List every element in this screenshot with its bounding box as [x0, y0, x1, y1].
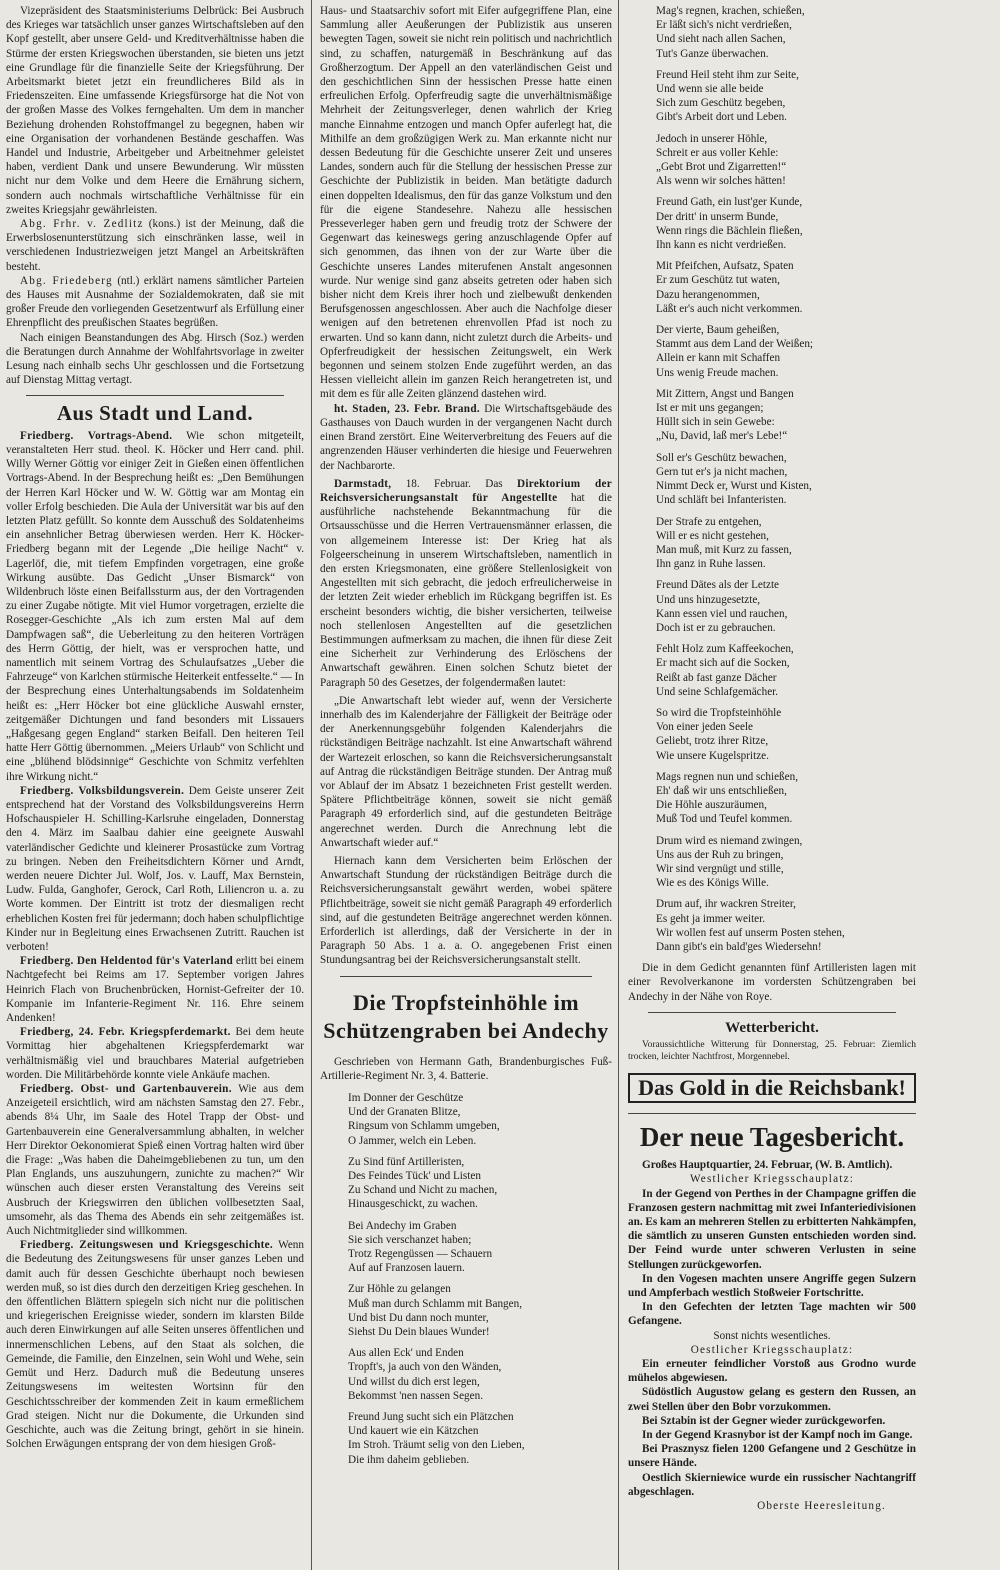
report-paragraph: In den Vogesen machten unsere Angriffe gegen Sulzern und Ampferbach westlich Stoßweier Fortschritte.	[628, 1272, 916, 1300]
report-paragraph: Bei Prasznysz fielen 1200 Gefangene und 2 Geschütze in unsere Hände.	[628, 1443, 916, 1470]
article-lead: Darmstadt,	[334, 477, 392, 490]
poem-stanza: Der vierte, Baum geheißen, Stammt aus dem Land der Weißen; Allein er kann mit Schaffen Uns wenig Freude machen.	[656, 324, 814, 379]
poem-stanza: Drum wird es niemand zwingen, Uns aus der Ruh zu bringen, Wir sind vergnügt und stille, Wie es des Königs Wille.	[656, 834, 803, 890]
divider	[628, 1113, 916, 1114]
poem-stanza: Freund Dätes als der Letzte Und uns hinzugesetzte, Kann essen viel und rauchen, Doch ist er zu gebrauchen.	[656, 579, 788, 634]
article-lead: Direktorium der Reichsversicherungsanstalt für Angestellte	[320, 477, 612, 504]
paragraph: Nach einigen Beanstandungen des Abg. Hirsch (Soz.) werden die Beratungen durch Annahme der Wohlfahrtsvorlage in zweiter Lesung nach einhalb sechs Uhr geschlossen und die Fortsetzung auf Dienstag Mittag vertagt.	[6, 331, 304, 387]
column-2	[320, 4, 612, 1564]
article	[320, 402, 612, 473]
article	[6, 1082, 304, 1238]
report-paragraph: Südöstlich Augustow gelang es gestern den Russen, an zwei Stellen über den Bobr vorzukommen.	[628, 1386, 916, 1413]
article	[6, 429, 304, 784]
article-lead: Friedberg. Den Heldentod für's Vaterland	[20, 955, 234, 968]
article-text: erlitt bei einem Nachtgefecht bei Reims am 17. September vorigen Jahres Heinrich Flach von Bruchenbrücken, Hornist-Gefreiter der 10. Kompanie im Infanterie-Regiment Nr. 116. Ehre seinem Andenken!	[6, 955, 304, 1025]
poem-stanza: Soll er's Geschütz bewachen, Gern tut er's ja nicht machen, Nimmt Deck er, Wurst und Kisten, Und schläft bei Infanteristen.	[656, 451, 812, 507]
poem-stanza: Mit Zittern, Angst und Bangen Ist er mit uns gegangen; Hüllt sich in sein Gewebe: „Nu, David, laß mer's Lebe!“	[656, 387, 794, 443]
article-lead: Friedberg. Vortrags-Abend.	[20, 429, 173, 442]
report-paragraph: In den Gefechten der letzten Tage machten wir 500 Gefangene.	[628, 1301, 916, 1328]
paragraph: Hiernach kann dem Versicherten beim Erlöschen der Anwartschaft Stundung der rückständigen Beiträge durch die Reichsversicherungsanstalt gewährt werden, wobei spätere Pflichtbeiträge, soweit sie nicht gemäß Paragraph 49 erforderlich sind, auf die gestundeten Beiträge angerechnet werden können. Erforderlich ist allerdings, daß der Versicherte in der in Paragraph 50 Abs. 1 a. a. O. angegebenen Frist einen Stundungsantrag bei der Reichsversicherungsanstalt stellt.	[320, 854, 612, 967]
column-1	[6, 4, 304, 1564]
article-lead: Friedberg. Zeitungswesen und Kriegsgeschichte.	[20, 1239, 274, 1252]
article	[6, 784, 304, 954]
poem-title: Die Tropfsteinhöhle im Schützengraben bei Andechy	[323, 989, 609, 1043]
poem-stanza: Jedoch in unserer Höhle, Schreit er aus voller Kehle: „Gebt Brot und Zigarretten!“ Als wenn wir solches hätten!	[656, 132, 787, 188]
column-divider	[618, 0, 619, 1570]
article-lead: Friedberg. Obst- und Gartenbauverein.	[20, 1083, 232, 1096]
poem-byline: Geschrieben von Hermann Gath, Brandenburgisches Fuß-Artillerie-Regiment Nr. 3, 4. Batterie.	[320, 1055, 612, 1082]
divider	[648, 1012, 896, 1013]
poem-stanza: Zur Höhle zu gelangen Muß man durch Schlamm mit Bangen, Und bist Du dann noch munter, Siehst Du Dein blaues Wunder!	[348, 1283, 523, 1339]
front-heading-east: Oestlicher Kriegsschauplatz:	[690, 1343, 854, 1356]
article-lead: Friedberg. Volksbildungsverein.	[20, 784, 185, 797]
poem-stanza: Freund Gath, ein lust'ger Kunde, Der dritt' in unserm Bunde, Wenn rings die Bächlein fließen, Ihn kann es nicht verdrießen.	[656, 196, 803, 252]
report-paragraph: In der Gegend Krasnybor ist der Kampf noch im Gange.	[642, 1429, 913, 1442]
report-heading: Der neue Tagesbericht.	[639, 1122, 905, 1153]
article	[320, 477, 612, 690]
paragraph-text: (kons.) ist der Meinung, daß die Erwerbslosenunterstützung sich einschränken lasse, weil in verschiedenen Industriezweigen jetzt Mangel an Arbeitskräften besteht.	[6, 218, 304, 273]
article-text: Dem Geiste unserer Zeit entsprechend hat der Vorstand des Volksbildungsvereins Herrn Hofschauspieler H. Schilling-Karlsruhe eingeladen, Donnerstag den 4. März im Saalbau dahier eine geeignete Auswahl vaterländischer Gedichte und kleinerer Prosastücke zum Vortrag zu bringen. Neben den Freiheitsdichtern Körner und Arndt, werden neuere Dichter Jul. Wolf, Jos. v. Lauff, Max Bernstein, Ludw. Fulda, Ganghofer, Gerock, Carl Roth, Liliencron u. a. zu Worte kommen. Der Eintritt ist trotz der diesmaligen recht erheblichen Kosten frei für jedermann; doch haben schulpflichtige Kinder nur in Begleitung eines Erwachsenen Zutritt. Rauchen ist verboten!	[6, 784, 304, 953]
divider	[340, 976, 592, 977]
report-dateline: Großes Hauptquartier, 24. Februar, (W. B. Amtlich).	[642, 1159, 893, 1172]
article-text: Die Wirtschaftsgebäude des Gasthauses von Dauch wurden in der vergangenen Nacht durch einen Brand zerstört. Eine Weiterverbreitung des Feuers auf die angrenzenden Häuser verhinderten die hiesige und Feuerwehren der Nachbarorte.	[320, 402, 612, 472]
poem-stanza: Mit Pfeifchen, Aufsatz, Spaten Er zum Geschütz tut waten, Dazu herangenommen, Läßt er's auch nicht verkommen.	[656, 260, 803, 315]
column-divider	[311, 0, 312, 1570]
article-text: 18. Februar. Das	[391, 477, 517, 490]
article-text: Bei dem heute Vormittag hier abgehaltenen Kriegspferdemarkt war verhältnismäßig viel und brauchbares Material aufgetrieben worden. Die Militärbehörde konnte viele Ankäufe machen.	[6, 1026, 304, 1081]
poem-stanza: Drum auf, ihr wackren Streiter, Es geht ja immer weiter. Wir wollen fest auf unserm Posten stehen, Dann gibt's ein bald'ges Wiedersehn!	[656, 898, 845, 953]
column-3	[628, 4, 916, 1564]
speaker-name: Abg. Friedeberg	[20, 274, 113, 287]
poem-stanza: Freund Jung sucht sich ein Plätzchen Und kauert wie ein Kätzchen Im Stroh. Träumt selig von den Lieben, Die ihm daheim geblieben.	[348, 1411, 525, 1466]
article-text: Wie aus dem Anzeigeteil ersichtlich, wird am nächsten Samstag den 27. Febr., abends 8¼ Uhr, im Saale des Hotel Trapp der Obst- und Gartenbauverein eine Generalversammlung abhalten, in welcher Herr Direktor Oekonomierat Spieß einen Vortrag halten wird über die Frage: „Was haben die Daheimgebliebenen zu tun, um den Plan Englands, uns auszuhungern, zunichte zu machen?“ Wir wünschen auch dieser ersten Veranstaltung des Vereins seit Ausbruch der Kriegswirren den üblichen vollbesetzten Saal, umsomehr, als das Thema des Abends ein sehr zeitgemäßes ist. Auch Nichtmitglieder sind willkommen.	[6, 1083, 304, 1238]
paragraph-text: (ntl.) erklärt namens sämtlicher Parteien des Hauses mit Ausnahme der Sozialdemokraten, daß sie mit großer Freude den vorliegenden Gesetzentwurf als Erfüllung einer Ehrenpflicht des preußischen Staates begrüßen.	[6, 274, 304, 330]
report-paragraph: Sonst nichts wesentliches.	[713, 1329, 831, 1342]
report-paragraph: Oestlich Skierniewice wurde ein russischer Nachtangriff abgeschlagen.	[628, 1471, 916, 1498]
article	[6, 1238, 304, 1451]
poem-stanza: So wird die Tropfsteinhöhle Von einer jeden Seele Geliebt, trotz ihrer Ritze, Wie unsere Kugelspritze.	[656, 706, 782, 762]
article	[6, 954, 304, 1025]
report-paragraph: In der Gegend von Perthes in der Champagne griffen die Franzosen gestern nachmittag mit zwei Infanteriedivisionen an. Es kam an mehreren Stellen zu erbitterten Nahkämpfen, die sämtlich zu unseren Gunsten entschieden worden sind. Der Feind wurde unter schweren Verlusten in seine Stellungen zurückgeworfen.	[628, 1187, 916, 1271]
paragraph	[6, 274, 304, 331]
divider	[26, 395, 284, 396]
gold-reichsbank-banner: Das Gold in die Reichsbank!	[628, 1073, 916, 1103]
report-paragraph: Ein erneuter feindlicher Vorstoß aus Grodno wurde mühelos abgewiesen.	[628, 1358, 916, 1385]
poem-stanza: Bei Andechy im Graben Sie sich verschanzet haben; Trotz Regengüssen — Schauern Auf auf Franzosen lauern.	[348, 1219, 493, 1275]
report-signature: Oberste Heeresleitung.	[757, 1500, 886, 1513]
poem-stanza: Der Strafe zu entgehen, Will er es nicht gestehen, Man muß, mit Kurz zu fassen, Ihn ganz in Ruhe lassen.	[656, 515, 792, 571]
poem-stanza: Aus allen Eck' und Enden Tropft's, ja auch von den Wänden, Und willst du dich erst legen, Bekommst 'nen nassen Segen.	[348, 1347, 502, 1402]
front-heading-west: Westlicher Kriegsschauplatz:	[689, 1173, 855, 1186]
article-text: Wenn die Bedeutung des Zeitungswesens für unser ganzes Leben und damit auch für dessen Geschichte überhaupt noch bewiesen werden muß, so ist dies durch den derzeitigen Krieg geschehen. In den öffentlichen Blättern spiegeln sich nicht nur die politischen und kriegerischen Ereignisse wieder, sondern im klarsten Bilde auch deren Einwirkungen auf alle Seiten unseres öffentlichen und innermenschlichen Lebens, auf den Staat als solchen, die Gemeinde, die Familie, den Einzelnen, sein Wohl und Wehe, sein Gemüt und Herz. Dadurch muß die Bedeutung unseres Zeitungswesens im weitesten Wortsinn für den Geschichtsschreiber der kommenden Zeit in kaum ermeßlichem Grad steigen. Nicht nur die Dokumente, die Urkunden sind Geschichte, auch was die Zeitung bringt, gehört in sie hinein. Solchen Erwägungen entsprang der von dem hiesigen Groß-	[6, 1239, 304, 1451]
article-text: hat die ausführliche nachstehende Bekanntmachung für die Ortsausschüsse und die Herren Vertrauensmänner erlassen, die von allgemeinem Interesse ist: Der Krieg hat als Folgeerscheinung in unserem Wirtschaftsleben, namentlich in den ersten Kriegsmonaten, eine größere Stellenlosigkeit von Angestellten mit sich gebracht, die jedoch erfreulicherweise in der letzten Zeit wieder erheblich im Rückgang begriffen ist. Es erscheint besonders wichtig, die bisher versicherten, teilweise noch stellenlosen Angestellten auf die gesetzlichen Bestimmungen aufmerksam zu machen, die ihnen für diese Zeit eine Sicherheit zur Verhinderung des Erlöschens der Anwartschaft gewähren. Einen solchen Schutz bietet der Paragraph 50 des Gesetzes, der folgendermaßen lautet:	[320, 491, 612, 689]
poem-stanza: Fehlt Holz zum Kaffeekochen, Er macht sich auf die Socken, Reißt ab fast ganze Dächer Und seine Schlafgemächer.	[656, 643, 794, 698]
article	[6, 1025, 304, 1082]
speaker-name: Abg. Frhr. v. Zedlitz	[20, 218, 144, 231]
weather-text: Voraussichtliche Witterung für Donnerstag, 25. Februar: Ziemlich trocken, leichter Nachtfrost, Morgennebel.	[628, 1040, 916, 1062]
paragraph: Haus- und Staatsarchiv sofort mit Eifer aufgegriffene Plan, eine Sammlung aller Aeußerungen der Publizistik aus unseren bewegten Tagen, soweit sie nicht rein politisch und nachrichtlich sind, zu schaffen, naturgemäß in Beschränkung auf das Großherzogtum. Der Appell an den vaterländischen Geist und den geschichtlichen Sinn der hessischen Presse hatte einen erfreulichen Erfolg. Opferfreudig sagte die unverhältnismäßige Mehrheit der Zeitungsverleger, denen wahrlich der Krieg manche Einnahme entzogen und manch Opfer auferlegt hat, die Mithilfe an dem großzügigen Werk zu. Man erkannte nicht nur dessen Bedeutung für die Geschichte unserer Zeit und unseres Landes, sondern auch für die Stellung der hessischen Presse zur Geschichte der Publizistik in beiden. Man betätigte dadurch einen doppelten Idealismus, den für das ganze Volkstum und den für die eigene Standesehre. Nahezu alle hessischen Presseverleger haben gern und freudig trotz der Schwere der Gegenwart das keineswegs gering anzuschlagende Opfer auf sich genommen, das ihnen von der zur Warte über die Geschichte unseres Landes miterufenen Anstalt angesonnen wurde. Nur wenige sind ganz abseits getreten oder haben sich bisher nicht dem Kreis ihrer hoch und zielbewußt denkenden Berufsgenossen angeschlossen. Aber auch die Nachfolge dieser wenigen auf den betretenen ehrenvollen Pfad ist noch zu erwarten. Und so kann dann, nicht zuletzt durch die Arbeits- und Opferfreudigkeit der hessischen Zeitungswelt, ein Werk begonnen und seinem stolzen Ende zugeführt werden, an das Hessen vielleicht allein im ganzen Reich herangetreten ist, und mit dem es für alle Zeiten glänzend dastehen wird.	[320, 5, 612, 401]
article-lead: ht. Staden, 23. Febr. Brand.	[334, 402, 480, 415]
paragraph	[6, 217, 304, 274]
report-paragraph: Bei Sztabin ist der Gegner wieder zurückgeworfen.	[642, 1414, 886, 1427]
poem-stanza: Im Donner der Geschütze Und der Granaten Blitze, Ringsum von Schlamm umgeben, O Jammer, welch ein Leben.	[348, 1092, 500, 1147]
section-heading: Aus Stadt und Land.	[56, 401, 254, 426]
article-lead: Friedberg, 24. Febr. Kriegspferdemarkt.	[20, 1026, 231, 1039]
poem-note: Die in dem Gedicht genannten fünf Artilleristen lagen mit einer Revolverkanone im vordersten Schützengraben bei Andechy in der Nähe von Roye.	[628, 962, 916, 1003]
paragraph: Vizepräsident des Staatsministeriums Delbrück: Bei Ausbruch des Krieges war tatsächlich unser ganzes Wirtschaftsleben auf den Kopf gestellt, aber unsere Geld- und Kreditverhältnisse haben die Stürme der ersten Kriegswochen überstanden, sie bieten uns jetzt eine Grundlage für die finanzielle Seite der Kriegsführung. Der Arbeitsmarkt bietet jetzt ein freundlicheres Bild als in Friedenszeiten. Eine umfassende Kriegsfürsorge hat die Not von der großen Masse des Volkes ferngehalten. Um dem in mancher Beziehung drohenden Rohstoffmangel zu begegnen, haben wir eine Organisation der vorhandenen Bestände geschaffen. Was Handel und Industrie, Arbeitgeber und Arbeitnehmer geleistet haben, verdient Dank und unsere Bewunderung. Wir müssten nicht nur dem Volke und dem Heere die Ernährung sichern, sondern auch nochmals wirtschaftliche Verhältnisse für ein zweites Kriegsjahr gewährleisten.	[6, 5, 304, 216]
poem-stanza: Mags regnen nun und schießen, Eh' daß wir uns entschließen, Die Höhle auszuräumen, Muß Tod und Teufel kommen.	[656, 770, 798, 826]
poem-stanza: Freund Heil steht ihm zur Seite, Und wenn sie alle beide Sich zum Geschütz begeben, Gibt's Arbeit dort und Leben.	[656, 68, 799, 124]
poem-stanza: Zu Sind fünf Artilleristen, Des Feindes Tück' und Listen Zu Schand und Nicht zu machen, Hinausgeschickt, zu wachen.	[348, 1155, 498, 1211]
weather-heading: Wetterbericht.	[725, 1019, 819, 1036]
quote: „Die Anwartschaft lebt wieder auf, wenn der Versicherte innerhalb des im Kalenderjahre der Fälligkeit der Beiträge oder der Anerkennungsgebühr folgenden Kalenderjahrs die rückständigen Beiträge nachzahlt. Ist eine Anwartschaft während der Wartezeit erloschen, so kann die Reichsversicherungsanstalt auf Antrag die rückständigen Beiträge stunden. Der Antrag muß vor Ablauf der im Absatz 1 bezeichneten Frist gestellt werden. Spätere Pflichtbeiträge können, soweit sie nicht gemäß Paragraph 49 erforderlich sind, auf die gestundeten Beiträge angerechnet werden. Durch die Anrechnung lebt die Anwartschaft wieder auf.“	[320, 694, 612, 849]
article-text: Wie schon mitgeteilt, veranstalteten Herr stud. theol. K. Höcker und Herr cand. phil. Willy Werner Göttig vor einiger Zeit in Gießen einen öffentlichen Vortrags-Abend. In der Besprechung heißt es: „Den Bemühungen der Herren Karl Höcker und W. W. Göttig war am Montag ein voller Erfolg beschieden. Die Aula der Universität war bis auf den letzten Platz gefüllt. So konnte dem Ausschuß des Soldatenheims ein ansehnlicher Betrag überwiesen werden. Herr K. Höcker-Friedberg begann mit der Legende „Die heilige Nacht“ v. Lagerlöf, die, mit tiefem Empfinden vorgetragen, eine große Wirkung ausübte. Das Gedicht „Unser Bismarck“ von Wildenbruch löste einen Beifallssturm aus, der den Vortragenden zu einer Zugabe nötigte. Mit viel Humor vorgetragen, erzielte die Rosegger-Geschichte „Als ich zum ersten Mal auf dem Dampfwagen saß“, die Ueberleitung zu den heiteren Vorträgen des Herrn Göttig, der hielt, was er versprochen hatte, und namentlich mit seinem Vortrag des Schulaufsatzes „Ueber die Fahrzeuge“ von Karlchen stürmische Heiterkeit entfesselte.“ — In der Besprechung eines Unterhaltungsabends im Soldatenheim heißt es: „Herr Höcker bot eine glückliche Auswahl ernster, zeitgemäßer Dichtungen und fand besonders mit Lissauers „Haßgesang gegen England“ starken Beifall. Den heiteren Teil hatte Herr Göttig übernommen. „Meiers Urlaub“ von Schlicht und eine „blühend blödsinnige“ Geschichte von Schmitz verfehlten ihre Wirkung nicht.“	[6, 429, 304, 783]
poem-stanza: Mag's regnen, krachen, schießen, Er läßt sich's nicht verdrießen, Und sieht nach allen Sachen, Tut's Ganze überwachen.	[656, 5, 805, 60]
